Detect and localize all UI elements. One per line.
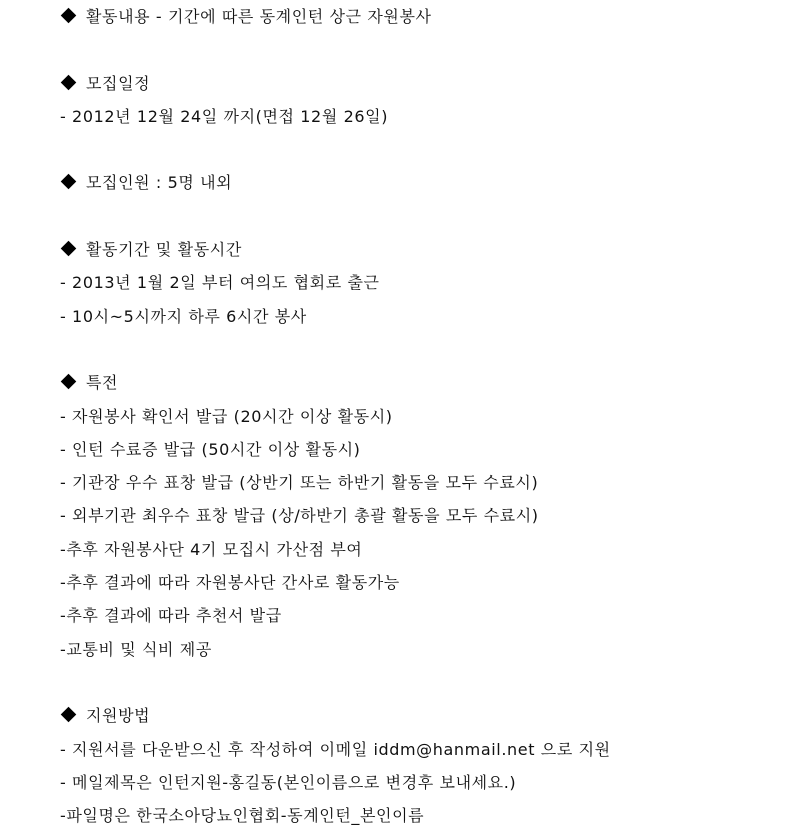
list-item: - 기관장 우수 표창 발급 (상반기 또는 하반기 활동을 모두 수료시) xyxy=(60,473,539,493)
list-item: - 10시~5시까지 하루 6시간 봉사 xyxy=(60,306,307,326)
spacer xyxy=(60,666,780,699)
heading-text: 모집인원 : 5명 내외 xyxy=(86,173,233,193)
spacer xyxy=(60,133,780,166)
document-body xyxy=(60,0,780,832)
heading-text: 지원방법 xyxy=(86,706,151,726)
spacer xyxy=(60,33,780,66)
section-heading-period xyxy=(60,233,780,266)
list-item: -파일명은 한국소아당뇨인협회-동계인턴_본인이름 xyxy=(60,806,425,826)
list-item: -추후 자원봉사단 4기 모집시 가산점 부여 xyxy=(60,539,363,559)
heading-text: 활동내용 - 기간에 따른 동계인턴 상근 자원봉사 xyxy=(86,7,432,26)
diamond-bullet-icon xyxy=(61,374,77,390)
list-item: - 지원서를 다운받으신 후 작성하여 이메일 iddm@hanmail.net 으로 지원 xyxy=(60,739,611,759)
list-item: - 외부기관 최우수 표창 발급 (상/하반기 총괄 활동을 모두 수료시) xyxy=(60,506,539,526)
heading-text: 활동기간 및 활동시간 xyxy=(86,240,242,260)
list-item: - 2013년 1월 2일 부터 여의도 협회로 출근 xyxy=(60,273,380,293)
list-item: - 자원봉사 확인서 발급 (20시간 이상 활동시) xyxy=(60,406,393,426)
diamond-bullet-icon xyxy=(61,8,77,24)
heading-text: 모집일정 xyxy=(86,73,151,93)
section-heading-benefits xyxy=(60,366,780,399)
list-item: -추후 결과에 따라 자원봉사단 간사로 활동가능 xyxy=(60,573,400,593)
list-item: - 메일제목은 인턴지원-홍길동(본인이름으로 변경후 보내세요.) xyxy=(60,772,517,792)
list-item: -교통비 및 식비 제공 xyxy=(60,639,212,659)
diamond-bullet-icon xyxy=(61,241,77,257)
diamond-bullet-icon xyxy=(61,707,77,723)
list-item: - 인턴 수료증 발급 (50시간 이상 활동시) xyxy=(60,439,361,459)
section-heading-how-to-apply xyxy=(60,699,780,732)
spacer xyxy=(60,200,780,233)
list-item: -추후 결과에 따라 추천서 발급 xyxy=(60,606,282,626)
section-heading-activity xyxy=(60,0,780,33)
diamond-bullet-icon xyxy=(61,74,77,90)
section-heading-recruit-count xyxy=(60,166,780,199)
list-item: - 2012년 12월 24일 까지(면접 12월 26일) xyxy=(60,106,389,126)
spacer xyxy=(60,333,780,366)
section-heading-schedule xyxy=(60,67,780,100)
diamond-bullet-icon xyxy=(61,174,77,190)
heading-text: 특전 xyxy=(86,373,119,393)
